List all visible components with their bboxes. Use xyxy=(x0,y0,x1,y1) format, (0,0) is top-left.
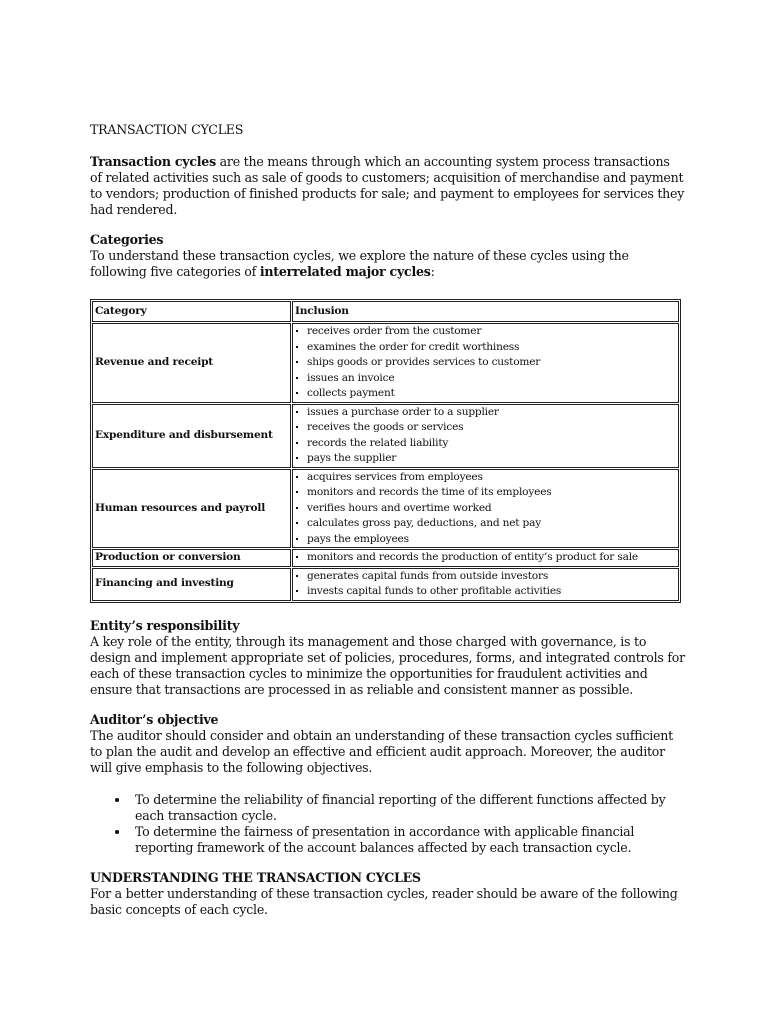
row-inclusion xyxy=(292,404,679,468)
list-item: monitors and records the production of entity’s product for sale xyxy=(295,550,676,566)
header-category: Category xyxy=(92,301,291,322)
understanding-paragraph: For a better understanding of these transaction cycles, reader should be aware of the following basic concepts of each cycle. xyxy=(90,885,678,917)
row-inclusion xyxy=(292,549,679,567)
list-item: monitors and records the time of its employees xyxy=(295,485,676,501)
intro-term: Transaction cycles xyxy=(90,154,216,169)
list-item: pays the supplier xyxy=(295,451,676,467)
row-category: Revenue and receipt xyxy=(92,323,291,403)
intro-paragraph xyxy=(90,154,685,218)
understanding-heading: UNDERSTANDING THE TRANSACTION CYCLES xyxy=(90,869,421,885)
categories-heading: Categories xyxy=(90,232,164,247)
list-item: generates capital funds from outside investors xyxy=(295,569,676,585)
cycles-table xyxy=(90,299,681,603)
table-row xyxy=(92,549,679,567)
list-item: examines the order for credit worthiness xyxy=(295,340,676,356)
responsibility-heading: Entity’s responsibility xyxy=(90,617,240,633)
list-item: To determine the fairness of presentation in accordance with applicable financial reporting framework of the account balances affected by each transaction cycle. xyxy=(90,824,685,856)
row-category: Financing and investing xyxy=(92,568,291,601)
row-inclusion xyxy=(292,323,679,403)
categories-text-after: : xyxy=(430,264,435,279)
objective-heading: Auditor’s objective xyxy=(90,711,219,727)
list-item: records the related liability xyxy=(295,436,676,452)
list-item: issues an invoice xyxy=(295,371,676,387)
page-title: TRANSACTION CYCLES xyxy=(90,122,244,137)
table-row xyxy=(92,323,679,403)
inclusion-list xyxy=(295,470,676,548)
list-item: calculates gross pay, deductions, and net pay xyxy=(295,516,676,532)
intro-text: are the means through which an accounting system process transactions of related activities such as sale of goods to customers; acquisition of merchandise and payment to vendors; production of finished products for sale; and payment to employees for services they had rendered. xyxy=(90,154,685,217)
document-content xyxy=(90,122,685,918)
inclusion-list xyxy=(295,405,676,467)
header-inclusion: Inclusion xyxy=(292,301,679,322)
list-item: collects payment xyxy=(295,386,676,402)
inclusion-list xyxy=(295,550,676,566)
responsibility-paragraph: A key role of the entity, through its management and those charged with governance, is to design and implement appropriate set of policies, procedures, forms, and integrated controls for each of these transaction cycles to minimize the opportunities for fraudulent activities and ensure that transactions are processed in as reliable and consistent manner as possible. xyxy=(90,633,685,697)
list-item: pays the employees xyxy=(295,532,676,548)
row-category: Expenditure and disbursement xyxy=(92,404,291,468)
list-item: ships goods or provides services to customer xyxy=(295,355,676,371)
categories-text-before: To understand these transaction cycles, we explore the nature of these cycles using the following five categories of xyxy=(90,248,629,279)
table-header-row xyxy=(92,301,679,322)
row-category: Production or conversion xyxy=(92,549,291,567)
table-row xyxy=(92,568,679,601)
categories-paragraph xyxy=(90,248,685,280)
inclusion-list xyxy=(295,324,676,402)
row-category: Human resources and payroll xyxy=(92,469,291,549)
list-item: To determine the reliability of financial reporting of the different functions affected by each transaction cycle. xyxy=(90,792,685,824)
list-item: verifies hours and overtime worked xyxy=(295,501,676,517)
table-row xyxy=(92,404,679,468)
list-item: issues a purchase order to a supplier xyxy=(295,405,676,421)
row-inclusion xyxy=(292,469,679,549)
inclusion-list xyxy=(295,569,676,600)
objective-paragraph: The auditor should consider and obtain an understanding of these transaction cycles sufficient to plan the audit and develop an effective and efficient audit approach. Moreover, the auditor will give emphasis to the following objectives. xyxy=(90,727,673,775)
categories-emphasis: interrelated major cycles xyxy=(259,264,431,279)
objectives-list xyxy=(90,792,685,856)
list-item: receives the goods or services xyxy=(295,420,676,436)
list-item: receives order from the customer xyxy=(295,324,676,340)
list-item: acquires services from employees xyxy=(295,470,676,486)
row-inclusion xyxy=(292,568,679,601)
list-item: invests capital funds to other profitable activities xyxy=(295,584,676,600)
table-row xyxy=(92,469,679,549)
